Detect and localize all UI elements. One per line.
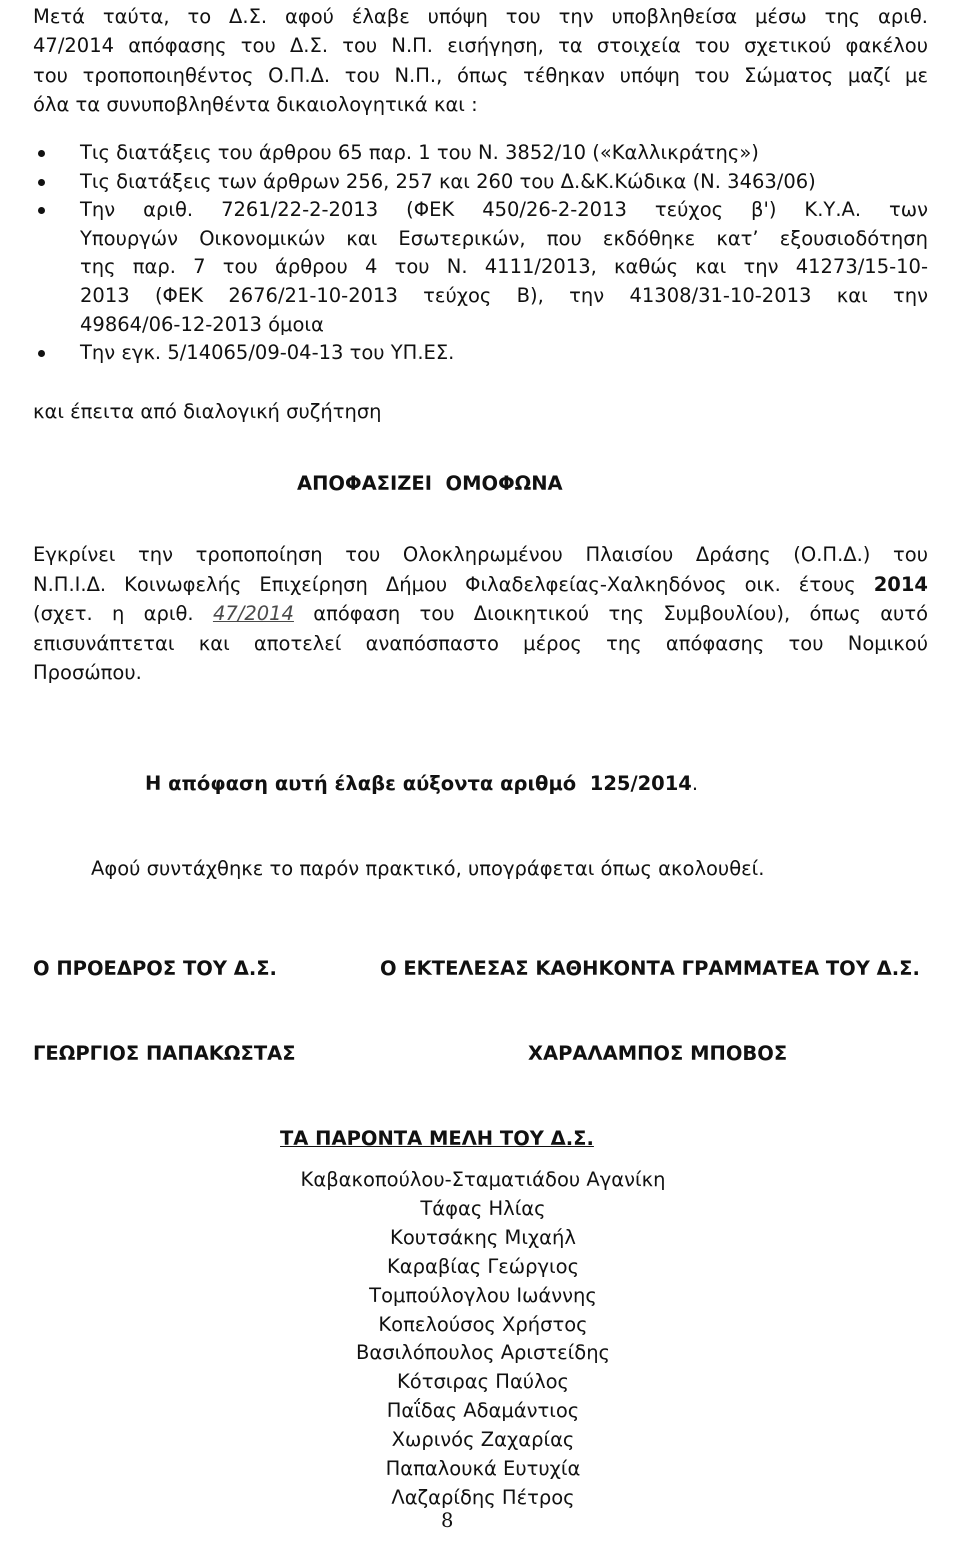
provision-item <box>33 339 928 368</box>
provision-item <box>33 139 928 168</box>
member-name: Κουτσάκης Μιχαήλ <box>390 1225 576 1249</box>
members-list <box>183 1166 783 1513</box>
secretary-name: ΧΑΡΑΛΑΜΠΟΣ ΜΠΟΒΟΣ <box>528 1042 788 1065</box>
provision-line: της παρ. 7 του άρθρου 4 του Ν. 4111/2013, καθώς και την 41273/15-10- <box>80 255 928 279</box>
member-name: Χωρινός Ζαχαρίας <box>391 1428 575 1452</box>
member-name: Παΐδας Αδαμάντιος <box>386 1399 580 1423</box>
provision-item <box>33 196 928 339</box>
discussion-note: και έπειτα από διαλογική συζήτηση <box>33 400 382 423</box>
approval-ref-suffix: απόφαση του Διοικητικού της Συμβουλίου), όπως αυτό <box>313 602 928 625</box>
approval-entity-text: Ν.Π.Ι.Δ. Κοινωφελής Επιχείρηση Δήμου Φιλαδελφείας-Χαλκηδόνος οικ. έτους <box>33 572 856 596</box>
fiscal-year: 2014 <box>873 572 928 596</box>
approval-line <box>33 599 928 629</box>
secretary-title: Ο ΕΚΤΕΛΕΣΑΣ ΚΑΘΗΚΟΝΤΑ ΓΡΑΜΜΑΤΕΑ ΤΟΥ Δ.Σ. <box>380 957 920 980</box>
chair-name: ΓΕΩΡΓΙΟΣ ΠΑΠΑΚΩΣΤΑΣ <box>33 1042 296 1065</box>
members-heading: ΤΑ ΠΑΡΟΝΤΑ ΜΕΛΗ ΤΟΥ Δ.Σ. <box>280 1127 594 1150</box>
decision-number-suffix: . <box>691 772 699 795</box>
provision-line: Υπουργών Οικονομικών και Εσωτερικών, που εκδόθηκε κατ’ εξουσιοδότηση <box>80 226 928 250</box>
provision-line: Την εγκ. 5/14065/09-04-13 του ΥΠ.ΕΣ. <box>80 341 455 365</box>
provision-line: Τις διατάξεις του άρθρου 65 παρ. 1 του Ν. 3852/10 («Καλλικράτης») <box>80 141 759 164</box>
provision-line: Τις διατάξεις των άρθρων 256, 257 και 260 του Δ.&Κ.Κώδικα (Ν. 3463/06) <box>80 169 816 193</box>
board-decision-number: 47/2014 <box>212 602 294 625</box>
page-number: 8 <box>441 1509 454 1532</box>
member-name: Καβακοπούλου-Σταματιάδου Αγανίκη <box>300 1168 666 1191</box>
member-name: Τομπούλογλου Ιωάννης <box>369 1283 597 1307</box>
decision-number-statement <box>145 770 698 798</box>
member-name: Παπαλουκά Ευτυχία <box>385 1457 581 1481</box>
signature-note: Αφού συντάχθηκε το παρόν πρακτικό, υπογράφεται όπως ακολουθεί. <box>91 857 765 880</box>
intro-line: του τροποποιηθέντος Ο.Π.Δ. του Ν.Π., όπως τέθηκαν υπόψη του Σώματος μαζί με <box>33 63 928 87</box>
bullet-icon <box>38 179 45 186</box>
provisions-list <box>33 139 928 368</box>
approval-ref-prefix: (σχετ. η αριθ. <box>33 602 194 625</box>
intro-line: όλα τα συνυποβληθέντα δικαιολογητικά και : <box>33 92 478 116</box>
member-name: Κότσιρας Παύλος <box>396 1370 569 1394</box>
approval-line: Προσώπου. <box>33 661 142 684</box>
decision-heading: ΑΠΟΦΑΣΙΖΕΙ ΟΜΟΦΩΝΑ <box>297 472 563 495</box>
member-name: Τάφας Ηλίας <box>420 1196 546 1220</box>
member-name: Λαζαρίδης Πέτρος <box>391 1485 575 1509</box>
decision-number-text: Η απόφαση αυτή έλαβε αύξοντα αριθμό 125/2014 <box>145 772 692 795</box>
bullet-icon <box>38 350 45 357</box>
provision-item <box>33 168 928 197</box>
intro-line: Μετά ταύτα, το Δ.Σ. αφού έλαβε υπόψη του την υποβληθείσα μέσω της αριθ. <box>33 5 928 28</box>
member-name: Καραβίας Γεώργιος <box>386 1254 580 1278</box>
member-name: Κοπελούσος Χρήστος <box>378 1312 588 1336</box>
approval-line <box>33 570 928 600</box>
chair-title: Ο ΠΡΟΕΔΡΟΣ ΤΟΥ Δ.Σ. <box>33 957 277 980</box>
approval-line: επισυνάπτεται και αποτελεί αναπόσπαστο μέρος της απόφασης του Νομικού <box>33 631 928 655</box>
provision-line: 49864/06-12-2013 όμοια <box>80 312 324 336</box>
approval-paragraph <box>33 540 928 688</box>
provision-line: 2013 (ΦΕΚ 2676/21-10-2013 τεύχος Β), την 41308/31-10-2013 και την <box>80 283 928 307</box>
bullet-icon <box>38 150 45 157</box>
intro-paragraph <box>33 2 928 119</box>
member-name: Βασιλόπουλος Αριστείδης <box>355 1341 610 1365</box>
provision-line: Την αριθ. 7261/22-2-2013 (ΦΕΚ 450/26-2-2013 τεύχος β') Κ.Υ.Α. των <box>80 198 928 222</box>
approval-line: Εγκρίνει την τροποποίηση του Ολοκληρωμένου Πλαισίου Δράσης (Ο.Π.Δ.) του <box>33 543 928 566</box>
intro-line: 47/2014 απόφασης του Δ.Σ. του Ν.Π. εισήγηση, τα στοιχεία του σχετικού φακέλου <box>33 34 928 58</box>
bullet-icon <box>38 207 45 214</box>
